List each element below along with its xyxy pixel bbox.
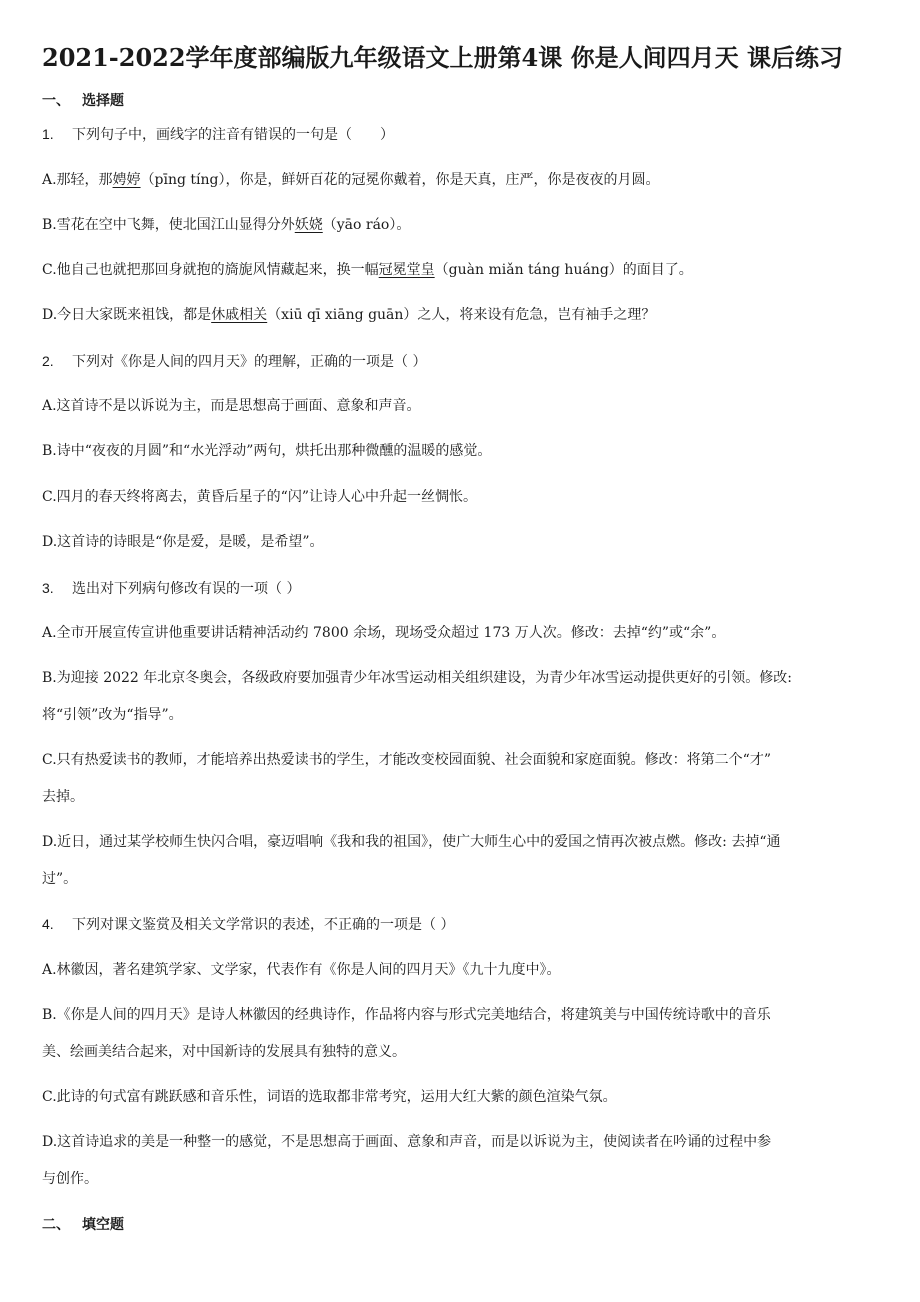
question-4-option-c: C.此诗的句式富有跳跃感和音乐性，词语的选取都非常考究，运用大红大紫的颜色渲染气氛。 [42, 1089, 617, 1105]
option-text: C.他自己也就把那回身就抱的旖旎风情藏起来，换一幅 [42, 262, 379, 278]
option-text: （guàn miǎn táng huáng）的面目了。 [434, 262, 693, 278]
option-text: A.那轻，那 [42, 172, 113, 188]
question-number: 2. [42, 353, 54, 369]
question-4-option-d-line2: 与创作。 [42, 1171, 98, 1187]
underlined-word: 休戚相关 [211, 307, 268, 323]
question-4-option-b-line1: B.《你是人间的四月天》是诗人林徽因的经典诗作，作品将内容与形式完美地结合，将建筑美与中国传统诗歌中的音乐 [42, 1007, 771, 1023]
question-2-option-d: D.这首诗的诗眼是“你是爱，是暖，是希望”。 [42, 534, 324, 550]
question-number: 4. [42, 916, 54, 932]
underlined-word: 妖娆 [294, 217, 323, 233]
question-2-option-c: C.四月的春天终将离去，黄昏后星子的“闪”让诗人心中升起一丝惆怅。 [42, 489, 477, 505]
document-title: 2021-2022学年度部编版九年级语文上册第4课 你是人间四月天 课后练习 [42, 43, 843, 72]
underlined-word: 娉婷 [112, 172, 141, 188]
question-text: 下列句子中，画线字的注音有错误的一句是（ ） [72, 127, 394, 143]
question-3-option-c-line2: 去掉。 [42, 789, 84, 805]
section-heading-choice [42, 90, 124, 110]
option-text: （pīng tíng），你是，鲜妍百花的冠冕你戴着，你是天真，庄严，你是夜夜的月圆。 [140, 172, 660, 188]
question-3-option-b-line2: 将“引领”改为“指导”。 [42, 707, 183, 723]
section-label: 选择题 [82, 93, 124, 109]
question-number: 1. [42, 126, 54, 142]
section-number: 二、 [42, 1217, 70, 1233]
option-text: （yāo ráo）。 [322, 217, 411, 233]
option-text: D.今日大家既来祖饯，都是 [42, 307, 212, 323]
question-1-option-d [42, 305, 655, 325]
question-3-option-b-line1: B.为迎接 2022 年北京冬奥会，各级政府要加强青少年冰雪运动相关组织建设，为青少年冰雪运动提供更好的引领。修改: [42, 670, 792, 686]
question-2-option-b: B.诗中“夜夜的月圆”和“水光浮动”两句，烘托出那种微醺的温暖的感觉。 [42, 443, 492, 459]
section-heading-fill-in [42, 1214, 124, 1234]
question-3-option-a: A.全市开展宣传宣讲他重要讲话精神活动约 7800 余场，现场受众超过 173 万人次。修改：去掉“约”或“余”。 [42, 625, 726, 641]
question-4-option-b-line2: 美、绘画美结合起来，对中国新诗的发展具有独特的意义。 [42, 1044, 406, 1060]
question-3-option-d-line1: D.近日，通过某学校师生快闪合唱，豪迈唱响《我和我的祖国》，使广大师生心中的爱国之情再次被点燃。修改: 去掉“通 [42, 834, 781, 850]
question-3-stem [42, 578, 300, 599]
question-number: 3. [42, 580, 54, 596]
question-3-option-c-line1: C.只有热爱读书的教师，才能培养出热爱读书的学生，才能改变校园面貌、社会面貌和家庭面貌。修改：将第二个“才” [42, 752, 771, 768]
option-text: （xiū qī xiāng guān）之人，将来设有危急，岂有袖手之理？ [267, 307, 656, 323]
question-1-option-a [42, 170, 660, 190]
question-3-option-d-line2: 过”。 [42, 871, 78, 887]
question-4-stem [42, 914, 454, 935]
question-4-option-d-line1: D.这首诗追求的美是一种整一的感觉，不是思想高于画面、意象和声音，而是以诉说为主，使阅读者在吟诵的过程中参 [42, 1134, 772, 1150]
question-text: 下列对课文鉴赏及相关文学常识的表述，不正确的一项是（ ） [72, 917, 455, 933]
question-1-option-b [42, 215, 410, 235]
section-label: 填空题 [82, 1217, 124, 1233]
underlined-word: 冠冕堂皇 [378, 262, 435, 278]
question-4-option-a: A.林徽因，著名建筑学家、文学家，代表作有《你是人间的四月天》《九十九度中》。 [42, 962, 561, 978]
question-text: 下列对《你是人间的四月天》的理解，正确的一项是（ ） [72, 354, 427, 370]
section-number: 一、 [42, 93, 70, 109]
question-1-option-c [42, 260, 693, 280]
option-text: B.雪花在空中飞舞，使北国江山显得分外 [42, 217, 295, 233]
question-2-stem [42, 351, 426, 372]
question-2-option-a: A.这首诗不是以诉说为主，而是思想高于画面、意象和声音。 [42, 398, 421, 414]
question-1-stem [42, 124, 394, 145]
question-text: 选出对下列病句修改有误的一项（ ） [72, 581, 301, 597]
